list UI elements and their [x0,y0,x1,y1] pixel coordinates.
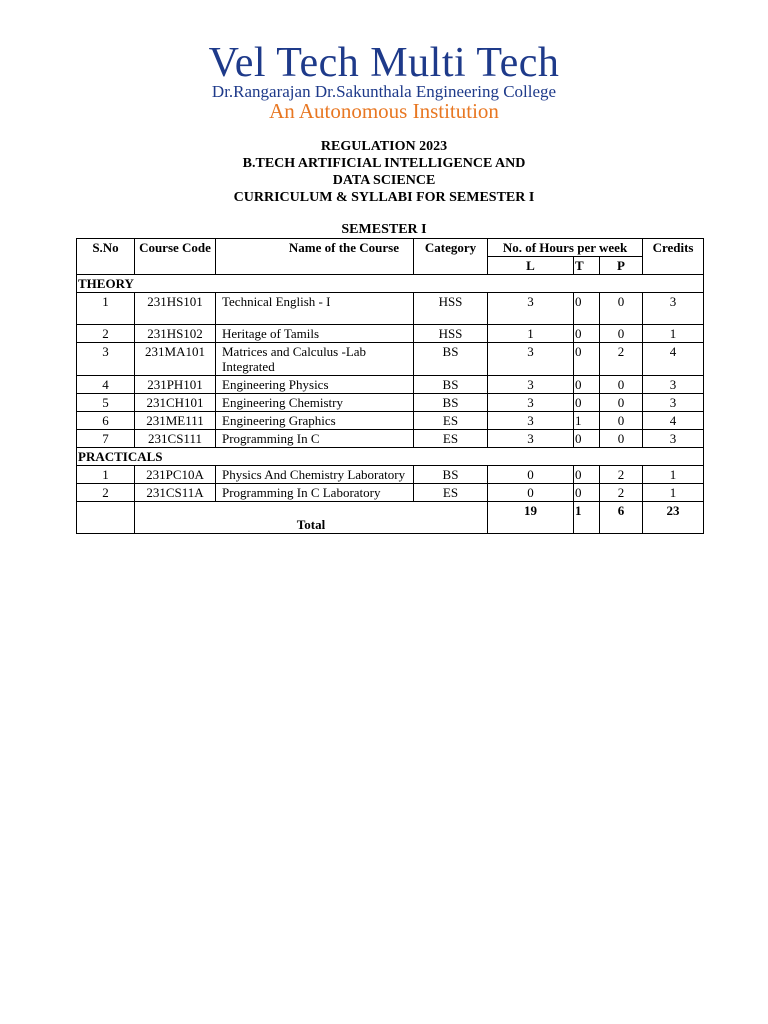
total-label: Total [135,502,488,534]
total-t: 1 [574,502,600,534]
cell-t: 0 [574,343,600,376]
curriculum-table [76,238,704,534]
header-course-name: Name of the Course [216,239,414,275]
document-heading [0,138,768,206]
cell-t: 0 [574,376,600,394]
header-p: P [600,257,643,275]
cell-p: 0 [600,325,643,343]
table-row [77,293,704,325]
cell-category: HSS [414,325,488,343]
cell-l: 0 [488,466,574,484]
cell-name: Matrices and Calculus -Lab Integrated [216,343,414,376]
cell-sno: 2 [77,484,135,502]
program-line-2: DATA SCIENCE [332,173,436,188]
cell-p: 0 [600,376,643,394]
cell-category: HSS [414,293,488,325]
cell-code: 231HS101 [135,293,216,325]
cell-p: 2 [600,343,643,376]
table-row [77,466,704,484]
cell-p: 2 [600,484,643,502]
header-category: Category [414,239,488,275]
cell-p: 0 [600,394,643,412]
cell-l: 3 [488,343,574,376]
regulation-line: REGULATION 2023 [320,139,448,154]
semester-title: SEMESTER I [341,222,427,237]
cell-credits: 4 [643,412,704,430]
total-p: 6 [600,502,643,534]
curriculum-line: CURRICULUM & SYLLABI FOR SEMESTER I [233,190,535,205]
cell-credits: 3 [643,430,704,448]
cell-sno: 1 [77,466,135,484]
cell-category: BS [414,466,488,484]
table-row [77,376,704,394]
institution-logo-title: Vel Tech Multi Tech [208,40,560,86]
cell-credits: 3 [643,394,704,412]
institution-college-name: Dr.Rangarajan Dr.Sakunthala Engineering College [211,82,557,101]
cell-l: 3 [488,376,574,394]
cell-p: 0 [600,430,643,448]
header-sno: S.No [77,239,135,275]
cell-l: 3 [488,430,574,448]
cell-credits: 1 [643,325,704,343]
cell-t: 0 [574,430,600,448]
cell-credits: 4 [643,343,704,376]
cell-t: 1 [574,412,600,430]
cell-code: 231PH101 [135,376,216,394]
cell-t: 0 [574,466,600,484]
cell-l: 3 [488,293,574,325]
total-credits: 23 [643,502,704,534]
cell-code: 231PC10A [135,466,216,484]
cell-p: 0 [600,412,643,430]
header-t: T [574,257,600,275]
cell-sno: 2 [77,325,135,343]
cell-credits: 1 [643,466,704,484]
cell-category: BS [414,376,488,394]
table-row [77,412,704,430]
cell-code: 231CS111 [135,430,216,448]
cell-name: Engineering Graphics [216,412,414,430]
section-row-practicals [77,448,704,466]
cell-p: 2 [600,466,643,484]
cell-code: 231CH101 [135,394,216,412]
cell-code: 231MA101 [135,343,216,376]
cell-name: Programming In C Laboratory [216,484,414,502]
cell-category: BS [414,394,488,412]
cell-sno: 3 [77,343,135,376]
header-credits: Credits [643,239,704,275]
cell-l: 3 [488,394,574,412]
cell-t: 0 [574,484,600,502]
cell-code: 231HS102 [135,325,216,343]
cell-sno: 4 [77,376,135,394]
total-l: 19 [488,502,574,534]
cell-code: 231ME111 [135,412,216,430]
table-row [77,343,704,376]
cell-name: Heritage of Tamils [216,325,414,343]
cell-t: 0 [574,293,600,325]
cell-sno: 6 [77,412,135,430]
cell-sno: 1 [77,293,135,325]
table-header-row [77,239,704,257]
cell-l: 1 [488,325,574,343]
cell-credits: 3 [643,376,704,394]
cell-category: BS [414,343,488,376]
cell-l: 0 [488,484,574,502]
section-label-theory: THEORY [77,275,704,293]
cell-name: Technical English - I [216,293,414,325]
table-row [77,325,704,343]
program-line-1: B.TECH ARTIFICIAL INTELLIGENCE AND [242,156,526,171]
section-row-theory [77,275,704,293]
cell-sno: 7 [77,430,135,448]
cell-category: ES [414,484,488,502]
cell-l: 3 [488,412,574,430]
header-l: L [488,257,574,275]
institution-tagline: An Autonomous Institution [269,99,499,123]
section-label-practicals: PRACTICALS [77,448,704,466]
cell-credits: 1 [643,484,704,502]
cell-p: 0 [600,293,643,325]
cell-credits: 3 [643,293,704,325]
cell-name: Engineering Physics [216,376,414,394]
header-course-code: Course Code [135,239,216,275]
cell-code: 231CS11A [135,484,216,502]
cell-category: ES [414,430,488,448]
total-row [77,502,704,534]
cell-name: Programming In C [216,430,414,448]
cell-name: Engineering Chemistry [216,394,414,412]
cell-t: 0 [574,394,600,412]
header-hours-per-week: No. of Hours per week [488,239,643,257]
cell-category: ES [414,412,488,430]
cell-sno: 5 [77,394,135,412]
cell-name: Physics And Chemistry Laboratory [216,466,414,484]
cell-t: 0 [574,325,600,343]
table-row [77,484,704,502]
table-row [77,430,704,448]
total-blank-cell [77,502,135,534]
table-row [77,394,704,412]
